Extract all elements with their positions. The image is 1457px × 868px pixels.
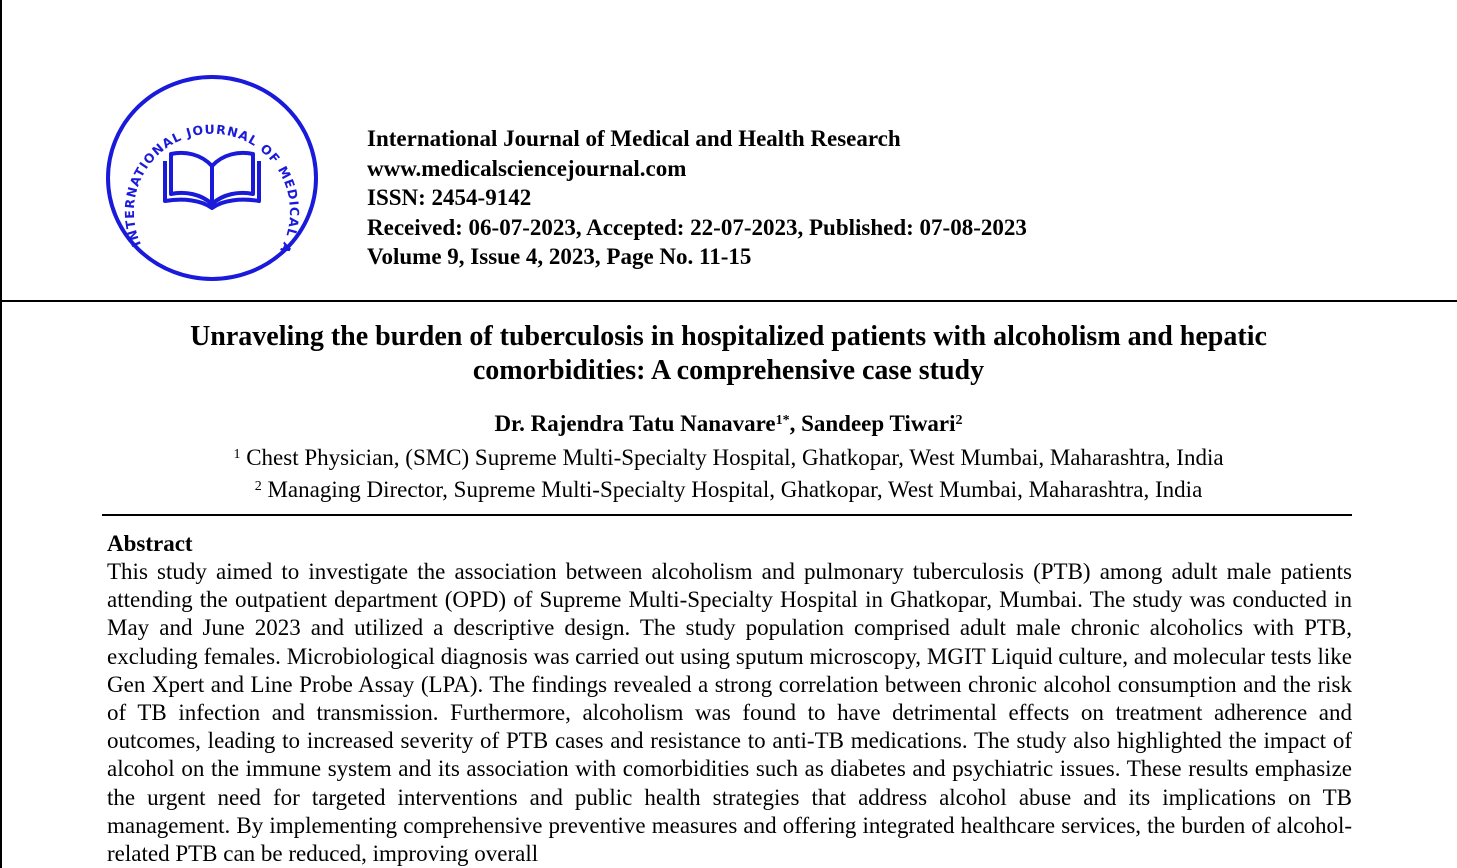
author-affiliation-mark: 1* (775, 413, 790, 428)
affiliation-2 (0, 476, 1457, 504)
journal-issn: ISSN: 2454-9142 (367, 185, 532, 210)
affiliation-mark: 1 (233, 447, 241, 462)
author-affiliation-mark: 2 (955, 413, 963, 428)
open-book-icon (165, 153, 259, 208)
journal-website: www.medicalsciencejournal.com (367, 155, 687, 181)
affiliation-text: Managing Director, Supreme Multi-Specialty Hospital, Ghatkopar, West Mumbai, Maharashtra, India (261, 477, 1203, 502)
affiliation-1 (0, 444, 1457, 472)
journal-dates: Received: 06-07-2023, Accepted: 22-07-2023, Published: 07-08-2023 (367, 214, 1027, 240)
article-title-line-1: Unraveling the burden of tuberculosis in hospitalized patients with alcoholism and hepatic (190, 321, 1267, 352)
author-name: Dr. Rajendra Tatu Nanavare (494, 411, 776, 436)
journal-volume: Volume 9, Issue 4, 2023, Page No. 11-15 (367, 244, 752, 269)
journal-logo (105, 74, 319, 282)
header-divider (0, 300, 1457, 302)
author-name: Sandeep Tiwari (801, 411, 956, 436)
journal-name: International Journal of Medical and Health Research (367, 126, 901, 151)
affiliation-text: Chest Physician, (SMC) Supreme Multi-Specialty Hospital, Ghatkopar, West Mumbai, Maharashtra, India (240, 445, 1224, 470)
affiliation-mark: 2 (254, 479, 262, 494)
abstract-text: This study aimed to investigate the association between alcoholism and pulmonary tuberculosis (PTB) among adult male patients attending the outpatient department (OPD) of Supreme Multi-Specialty Hospital in Ghatkopar, Mumbai. The study was conducted in May and June 2023 and utilized a descriptive design. The study population comprised adult male chronic alcoholics with PTB, excluding females. Microbiological diagnosis was carried out using sputum microscopy, MGIT Liquid culture, and molecular tests like Gen Xpert and Line Probe Assay (LPA). The findings revealed a strong correlation between chronic alcohol consumption and the risk of TB infection and transmission. Furthermore, alcoholism was found to have detrimental effects on treatment adherence and outcomes, leading to increased severity of PTB cases and resistance to anti-TB medications. The study also highlighted the impact of alcohol on the immune system and its association with comorbidities such as diabetes and psychiatric issues. These results emphasize the urgent need for targeted interventions and public health strategies that address alcohol abuse and its implications on TB management. By implementing comprehensive preventive measures and offering integrated healthcare services, the burden of alcohol-related PTB can be reduced, improving overall (107, 559, 1352, 867)
abstract-heading: Abstract (107, 531, 193, 556)
logo-ring-text: INTERNATIONAL JOURNAL OF MEDICAL A (121, 121, 302, 257)
author-list (0, 410, 1457, 438)
article-title (0, 320, 1457, 388)
journal-logo-svg (105, 74, 319, 282)
journal-header-info (367, 124, 1027, 272)
article-title-line-2: comorbidities: A comprehensive case study (472, 355, 985, 386)
author-separator: , (789, 411, 802, 436)
abstract-divider (102, 514, 1352, 516)
